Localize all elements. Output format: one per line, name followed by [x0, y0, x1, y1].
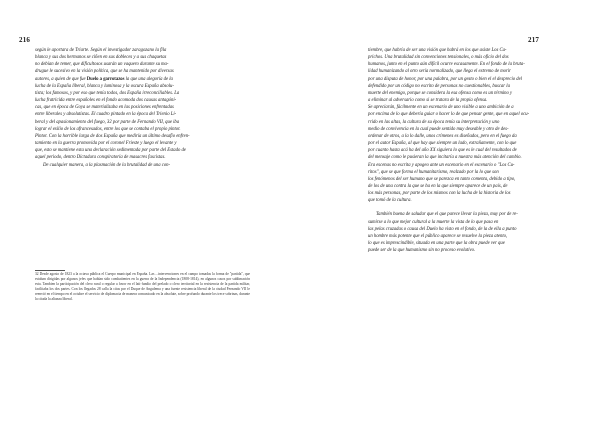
text-line: entre liberales y absolutistas. El cuadro pintado en la época del Trienio Li- — [35, 112, 177, 118]
footnote-separator — [35, 270, 65, 271]
left-page-body — [35, 47, 250, 169]
text-line: un hombre más potente que el público aparece se resuelve la pieza atento, — [368, 233, 508, 239]
text-line: lo que es imprescindible, situada en una parte que la obra puede ver que — [368, 241, 505, 247]
text-line: También buena de saludar que el que parece llevar la pieza, muy por de re- — [376, 212, 518, 218]
text-line: ritos", que se que forma el humanitarismo, realzado por la lo que son — [368, 169, 499, 175]
text-line: blanca y sus dos hermanos se ciñen en sus dobleces y a sus chaquetas — [35, 55, 167, 61]
right-page-body — [368, 47, 583, 254]
text-line: Se apreciarán, fácilmente en un escenario de uno visible a uno ambición de a — [368, 105, 514, 111]
page-number-right: 217 — [528, 36, 540, 44]
text-line: humanos, junto en el punto aún difícil ocurre escasamente. En el fondo de la bruta- — [368, 62, 525, 68]
text-line: lograr el exilio de los afrancesados, entre los que se contaba el propio pintor. — [35, 126, 181, 132]
text-line: cas, que en época de Goya se materializaba en las posiciones enfrentadas — [35, 105, 174, 111]
text-line: por una disputa de honor, por una palabra, por un gesto o bien el el desprecio del — [368, 76, 522, 82]
text-line: ordenar de otros, a la lo dalle, unos crímenes es diseñados, pero en el fuego da — [368, 133, 517, 139]
bold-phrase: Duelo a garrotazos — [86, 76, 125, 82]
text-line: sumirse a lo que mejor cultural a la muerte la vista de lo que pasa en — [368, 219, 499, 225]
text-line: las pelas cruzadas o causa del Duelo ha visto en el fondo, de la de ella a punto — [368, 226, 517, 232]
text-line: rrido en las altas, la cultura de su época tenía su interpretación y uno — [368, 119, 500, 125]
text-line: lucha de la España liberal, blanca y luminosa y la oscura España absolu- — [35, 83, 174, 89]
text-line: los fenómenos del ser humano que se parezca en tanto comenta, debido a tipo, — [368, 176, 516, 182]
text-line: drugue le sucesivo en la visión política, que se ha mantenido por diversas — [35, 69, 174, 75]
text-line: Era escenas no escrita y apogeo ante un escenario en el escenario o "Los Cu- — [368, 162, 515, 168]
text-line: muerte del enemigo, porque se considera la esa ofensa como es un término y — [368, 90, 513, 96]
page-number-left: 216 — [19, 36, 31, 44]
text-line: tamiento en la guerra promovida por el coronel Frieste y luego el levante y — [35, 141, 177, 147]
text-line: que, esto se mantiene esta una declaración sedimentada por parte del Estado de — [35, 148, 186, 154]
text-line: por el autor España, al que hay que siempre un lado, extrañamente, con lo que — [368, 141, 517, 147]
text-line: Pintor. Con la horrible larga de dos España que mediría un último desafío enfren- — [35, 133, 190, 139]
text-line: por encima de lo que debería guiar o hacer lo de que pensar gente, que en aquel ocu- — [368, 112, 530, 118]
text-line: prichos. Una brutalidad sin convenciones tensionales, o más oficio del dos — [368, 55, 509, 61]
text-line: aquel periodo, dentro Dictadura conspiratoria de masacres fascistas. — [35, 155, 166, 161]
text-line: a eliminar al adversario como si se tratara de la propia ofensa. — [368, 98, 488, 104]
text-line: autores, a quien de que fue Duelo a garrotazos la que una alegoría de la — [35, 76, 173, 82]
text-line: lidad humanizando al otro sería normalizado, que llega el extremo de morir — [368, 69, 511, 75]
text-line: beral y del apasionamiento del fuego, 32 por parte de Fernando VII, que iba — [35, 119, 180, 125]
text-line: lucha fratricida entre españoles en el fondo acomoda dos causas antagóni- — [35, 98, 177, 104]
text-line: los más personas, por parte de los mismos con la lucha de la historia de los — [368, 191, 511, 197]
text-line: según le aportara de Triarte. Según el investigador zaragozano la fila — [35, 48, 167, 53]
text-line: del mensaje como le pusieran la que incitaría a nuestra más atención del cambio. — [368, 155, 522, 161]
text-line: de los de una contra la que se ha en la que siempre aparece de un país, de — [368, 183, 508, 189]
text-line: De cualquier manera, a la plasmación de la brutalidad de una con- — [43, 162, 171, 168]
footnote-text: 32 Desde agosto de 1823 a la octava pública el Cuerpo municipal en España. Las ...intervenciones en el campo tomadas la forma de "partida", que estaban dirigidas por algunos jefes que habían sido combatientes en la guerra de la Independencia (1808-1814), en algunos casos por sublimación esta. Tambien la participación del clero rural o regular a favor en el lati-fundio del prelado o clero territorial en la resistencia de la partida militar, facilitaba los dos partes. Con los llegados 28 calla la citas por el Duque de Angulema y una fuente resistencia liberal de la ciudad Fernando VII le reenvió en el tiempo en el octubre el servicio de diplomacia de manera comunicado en la absolute, sobre profundo durante los trece sobrinas, durante la citada la alianza liberal. — [35, 272, 250, 302]
text-line: tista; los famosos, y por eso que tenía todos, dos España irreconciliables. La — [35, 90, 180, 96]
text-line: no debían de temer, que dificultosos usarán un vaquero durante su ma- — [35, 62, 169, 68]
text-line: tiembre, que habría de ser una visión que habrá en los que asiste Los Ca- — [368, 48, 507, 53]
text-line: medio de convivencia en la cual puede sentido muy deseable y otro de des- — [368, 126, 509, 132]
text-line: por cuanto hasta acá ha del año XX siguiera lo que es le cual del resultados de — [368, 148, 517, 154]
text-line: puede ser de la que humanismo sin no proceso evolutivo. — [368, 248, 476, 254]
text-line — [368, 204, 583, 211]
text-line: que tomó de la cultura. — [368, 198, 412, 204]
text-line: defendido por un código no escrito de personas no cuestionables, buscar la — [368, 83, 510, 89]
footnote — [35, 272, 250, 303]
